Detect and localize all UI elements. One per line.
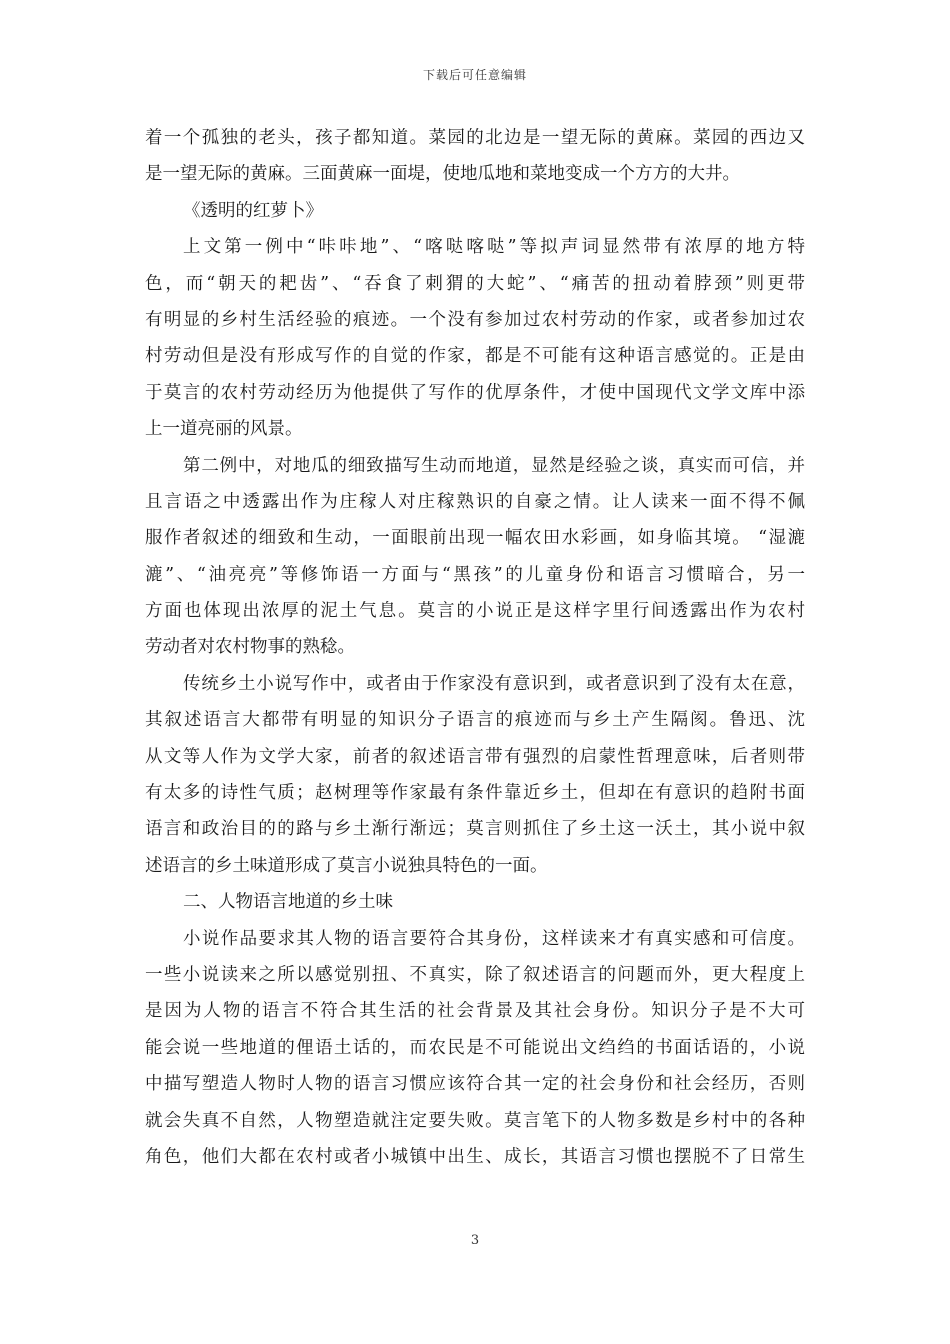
page-header: 下载后可任意编辑: [422, 68, 527, 82]
paragraph-first-line: 上文第一例中“咔咔地”、“喀哒喀哒”等拟声词显然带有浓厚的地方特: [183, 237, 805, 258]
text-line: 语言和政治目的的路与乡土渐行渐远；莫言则抓住了乡土这一沃土，其小说中叙: [145, 819, 805, 840]
text-line: 是一望无际的黄麻。三面黄麻一面堤，使地瓜地和菜地变成一个方方的大井。: [145, 164, 740, 185]
text-line: 于莫言的农村劳动经历为他提供了写作的优厚条件，才使中国现代文学文库中添: [145, 382, 805, 403]
text-line: 着一个孤独的老头，孩子都知道。菜园的北边是一望无际的黄麻。菜园的西边又: [145, 128, 805, 148]
text-line: 色，而“朝天的耙齿”、“吞食了刺猬的大蛇”、“痛苦的扭动着脖颈”则更带: [145, 273, 805, 294]
paragraph-first-line: 小说作品要求其人物的语言要符合其身份，这样读来才有真实感和可信度。: [183, 928, 805, 949]
book-title-line: 《透明的红萝卜》: [183, 200, 323, 221]
text-line: 是因为人物的语言不符合其生活的社会背景及其社会身份。知识分子是不大可: [145, 1001, 805, 1022]
paragraph-first-line: 传统乡土小说写作中，或者由于作家没有意识到，或者意识到了没有太在意，: [183, 673, 805, 694]
text-line: 中描写塑造人物时人物的语言习惯应该符合其一定的社会身份和社会经历，否则: [145, 1074, 805, 1095]
text-line: 服作者叙述的细致和生动，一面眼前出现一幅农田水彩画，如身临其境。 “湿漉: [145, 528, 805, 549]
text-line: 角色，他们大都在农村或者小城镇中出生、成长，其语言习惯也摆脱不了日常生: [145, 1146, 805, 1167]
text-line: 劳动者对农村物事的熟稔。: [145, 637, 355, 658]
text-line: 且言语之中透露出作为庄稼人对庄稼熟识的自豪之情。让人读来一面不得不佩: [145, 491, 805, 512]
text-line: 一些小说读来之所以感觉别扭、不真实，除了叙述语言的问题而外，更大程度上: [145, 964, 805, 985]
text-line: 上一道亮丽的风景。: [145, 419, 303, 440]
text-line: 村劳动但是没有形成写作的自觉的作家，都是不可能有这种语言感觉的。正是由: [145, 346, 805, 367]
text-line: 漉”、“油亮亮”等修饰语一方面与“黑孩”的儿童身份和语言习惯暗合，另一: [145, 564, 805, 585]
paragraph-first-line: 第二例中，对地瓜的细致描写生动而地道，显然是经验之谈，真实而可信，并: [183, 455, 805, 476]
text-line: 有明显的乡村生活经验的痕迹。一个没有参加过农村劳动的作家，或者参加过农: [145, 309, 805, 330]
text-line: 方面也体现出浓厚的泥土气息。莫言的小说正是这样字里行间透露出作为农村: [145, 601, 805, 622]
text-line: 能会说一些地道的俚语土话的，而农民是不可能说出文绉绉的书面话语的，小说: [145, 1037, 805, 1058]
text-line: 述语言的乡土味道形成了莫言小说独具特色的一面。: [145, 855, 548, 876]
document-body: [145, 120, 805, 1175]
section-heading: 二、人物语言地道的乡土味: [183, 892, 393, 913]
text-line: 就会失真不自然，人物塑造就注定要失败。莫言笔下的人物多数是乡村中的各种: [145, 1110, 805, 1131]
page-number: 3: [470, 1233, 480, 1248]
text-line: 其叙述语言大都带有明显的知识分子语言的痕迹而与乡土产生隔阂。鲁迅、沈: [145, 710, 805, 731]
text-line: 有太多的诗性气质；赵树理等作家最有条件靠近乡土，但却在有意识的趋附书面: [145, 783, 805, 804]
text-line: 从文等人作为文学大家，前者的叙述语言带有强烈的启蒙性哲理意味，后者则带: [145, 746, 805, 767]
